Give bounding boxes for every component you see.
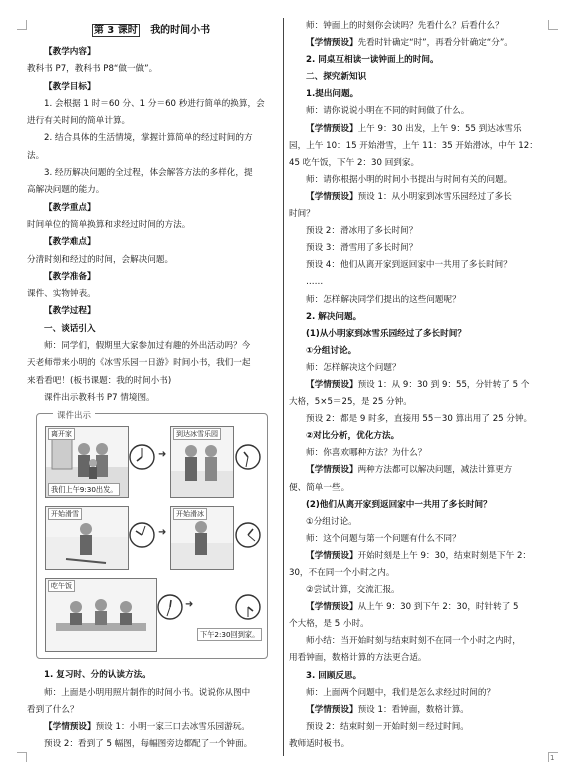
text-line: …… — [306, 277, 324, 288]
text-line — [289, 189, 541, 206]
clock-icon — [129, 522, 155, 548]
panel-label-skate: 开始滑冰 — [173, 508, 207, 520]
text-line: 预设 2：结束时刻－开始时刻＝经过时间。 — [306, 721, 469, 732]
preset-text: 从上午 9：30 到下午 2：30，时针转了 5 — [357, 602, 519, 613]
text-line: 预设 3：滑雪用了多长时间？ — [306, 243, 418, 254]
clock-icon — [235, 444, 261, 470]
text-line: 用看钟面，数格计算的方法更合适。 — [289, 653, 427, 664]
section-heading: 3. 回顾反思。 — [306, 670, 362, 681]
text-line — [289, 462, 541, 479]
section-heading: (2)他们从离开家到返回家中一共用了多长时间？ — [306, 499, 492, 510]
figure-tab: 课件出示 — [53, 412, 95, 421]
text-line: 3. 经历解决问题的全过程，体会解答方法的多样化，提 — [44, 168, 253, 179]
text-line: 师：上面是小明用照片制作的时间小书。说说你从图中 — [44, 687, 251, 698]
text-line: 时间？ — [289, 209, 315, 220]
text-line: 师：怎样解决同学们提出的这些问题呢？ — [306, 294, 461, 305]
text-line: 时间单位的简单换算和求经过时间的方法。 — [27, 219, 191, 230]
text-line — [289, 121, 541, 138]
left-text-block-after — [27, 667, 275, 753]
preset-tag: 【学情预设】 — [306, 379, 358, 390]
section-heading: 【教学准备】 — [44, 271, 96, 282]
preset-text: 预设 1：从 9：30 到 9：55，分针转了 5 个 — [357, 379, 530, 390]
lesson-number: 第 3 课时 — [93, 25, 138, 36]
text-line: 进行有关时间的简单计算。 — [27, 116, 131, 127]
panel-caption-depart: 我们上午9:30出发。 — [48, 483, 120, 496]
text-line — [27, 719, 275, 736]
text-line: 大格，5×5＝25，是 25 分钟。 — [289, 397, 412, 408]
column-divider — [283, 18, 284, 756]
preset-tag: 【学情预设】 — [44, 722, 96, 733]
text-line: 课件、实物钟表。 — [27, 289, 96, 300]
preset-text: 预设 1：从小明家到冰雪乐园经过了多长 — [357, 191, 512, 202]
preset-text: 预设 1：看钟面，数格计算。 — [357, 704, 469, 715]
text-line — [289, 599, 541, 616]
text-line: 1. 会根据 1 时＝60 分、1 分＝60 秒进行简单的换算，会 — [44, 98, 265, 109]
text-line: ②尝试计算，交流汇报。 — [306, 585, 400, 596]
text-line: 预设 2：滑冰用了多长时间？ — [306, 226, 418, 237]
text-line: ①分组讨论。 — [306, 516, 357, 527]
text-line: 预设 2：看到了 5 幅图，每幅图旁边都配了一个钟面。 — [44, 739, 253, 750]
photo-arrive-park — [170, 426, 234, 498]
text-line — [289, 35, 541, 52]
section-heading: 1.提出问题。 — [306, 89, 359, 100]
text-line: 师：怎样解决这个问题？ — [306, 362, 401, 373]
left-text-block — [27, 44, 275, 407]
section-heading: 【教学内容】 — [44, 47, 96, 57]
clock-icon — [235, 594, 261, 620]
section-heading: 【教学目标】 — [44, 81, 96, 92]
preset-tag: 【学情预设】 — [306, 38, 358, 49]
crop-mark-top-left — [17, 20, 27, 30]
text-line: 园，上午 10：15 开始滑雪，上午 11：35 开始滑冰，中午 12： — [289, 140, 538, 151]
text-line: 师：请你说说小明在不同的时间做了什么。 — [306, 106, 470, 117]
panel-label-lunch: 吃午饭 — [48, 580, 75, 592]
preset-tag: 【学情预设】 — [306, 191, 358, 202]
section-heading: 一、谈话引入 — [44, 323, 96, 334]
text-line: 师：钟面上的时刻你会读吗？先看什么？后看什么？ — [306, 21, 504, 31]
arrow-icon: ➜ — [158, 527, 167, 539]
preset-text: 开始时刻是上午 9：30，结束时刻是下午 2： — [357, 550, 532, 561]
preset-text: 预设 1：小明一家三口去冰雪乐园游玩。 — [95, 722, 250, 733]
section-heading: 【教学难点】 — [44, 237, 96, 248]
section-heading: 1. 复习时、分的认读方法。 — [44, 670, 151, 681]
text-line: 看到了什么？ — [27, 704, 79, 715]
text-line: 便、简单一些。 — [289, 482, 350, 493]
text-line: 预设 2：都是 9 时多，直接用 55－30 算出用了 25 分钟。 — [306, 414, 533, 425]
scene-figure — [27, 409, 275, 665]
right-column — [289, 18, 541, 753]
return-home-caption: 下午2:30回到家。 — [197, 628, 262, 641]
section-heading: ②对比分析，优化方法。 — [306, 431, 400, 442]
preset-tag: 【学情预设】 — [306, 123, 358, 134]
section-heading: (1)从小明家到冰雪乐园经过了多长时间？ — [306, 328, 466, 339]
text-line: 教师适时板书。 — [289, 738, 350, 749]
right-text-block — [289, 18, 541, 753]
crop-mark-top-right — [548, 20, 558, 30]
clock-icon — [235, 522, 261, 548]
text-line: 师：同学们，假期里大家参加过有趣的外出活动吗？今 — [44, 341, 251, 352]
text-line: 师：这个问题与第一个问题有什么不同？ — [306, 533, 461, 544]
text-line: 法。 — [27, 150, 45, 161]
arrow-icon: ➜ — [158, 449, 167, 461]
panel-label-ski: 开始滑雪 — [48, 508, 82, 520]
text-line — [289, 377, 541, 394]
text-line: 预设 4：他们从离开家到返回家中一共用了多长时间？ — [306, 260, 512, 271]
text-line: 45 吃午饭，下午 2：30 回到家。 — [289, 157, 420, 168]
section-heading: 2. 同桌互相读一读钟面上的时间。 — [306, 55, 439, 66]
text-line: 来看看吧！(板书课题：我的时间小书) — [27, 375, 172, 386]
text-line: 师小结：当开始时刻与结束时刻不在同一个小时之内时， — [306, 636, 521, 647]
clock-icon — [157, 594, 183, 620]
text-line: 30，不在同一个小时之内。 — [289, 568, 395, 578]
preset-text: 上午 9：30 出发，上午 9：55 到达冰雪乐 — [357, 123, 522, 134]
section-heading: 2. 解决问题。 — [306, 311, 362, 322]
text-line: 师：请你根据小明的时间小书提出与时间有关的问题。 — [306, 174, 513, 185]
section-heading: 【教学过程】 — [44, 306, 96, 317]
photo-leave-home — [45, 426, 129, 498]
section-heading: 二、探究新知识 — [306, 72, 367, 83]
text-line: 师：上面两个问题中，我们是怎么求经过时间的？ — [306, 687, 496, 698]
section-heading: 【教学重点】 — [44, 202, 96, 213]
panel-label-leave-home: 离开家 — [48, 428, 75, 440]
page-number: 1 — [550, 754, 555, 762]
arrow-icon: ➜ — [185, 599, 194, 611]
panel-label-arrive: 到达冰雪乐园 — [173, 428, 221, 440]
text-line: 个大格，是 5 小时。 — [289, 619, 369, 630]
text-line — [289, 548, 541, 565]
text-line: 2. 结合具体的生活情境，掌握计算简单的经过时间的方 — [44, 133, 253, 144]
preset-text: 两种方法都可以解决问题，减法计算更方 — [357, 465, 513, 476]
left-column — [27, 18, 275, 754]
text-line: 天老师带来小明的《冰雪乐园一日游》时间小书，我们一起 — [27, 358, 251, 369]
lesson-name: 我的时间小书 — [150, 25, 211, 36]
preset-tag: 【学情预设】 — [306, 550, 358, 561]
text-line: 课件出示教科书 P7 情境图。 — [44, 392, 155, 403]
clock-icon — [129, 444, 155, 470]
figure-frame — [36, 413, 268, 659]
text-line: 分清时刻和经过的时间，会解决问题。 — [27, 254, 174, 265]
text-line: 师：你喜欢哪种方法？为什么？ — [306, 448, 427, 459]
preset-text: 先看时针确定“时”，再看分针确定“分”。 — [357, 38, 513, 49]
lesson-title — [27, 18, 275, 44]
text-line: 高解决问题的能力。 — [27, 185, 105, 196]
photo-lunch — [45, 578, 157, 652]
preset-tag: 【学情预设】 — [306, 704, 358, 715]
photo-start-skiing — [45, 506, 129, 570]
photo-start-skating — [170, 506, 234, 570]
section-heading: ①分组讨论。 — [306, 345, 357, 356]
preset-tag: 【学情预设】 — [306, 465, 358, 476]
crop-mark-bottom-left — [17, 752, 27, 762]
text-line — [289, 702, 541, 719]
text-line: 教科书 P7，教科书 P8“做一做”。 — [27, 64, 158, 75]
preset-tag: 【学情预设】 — [306, 602, 358, 613]
